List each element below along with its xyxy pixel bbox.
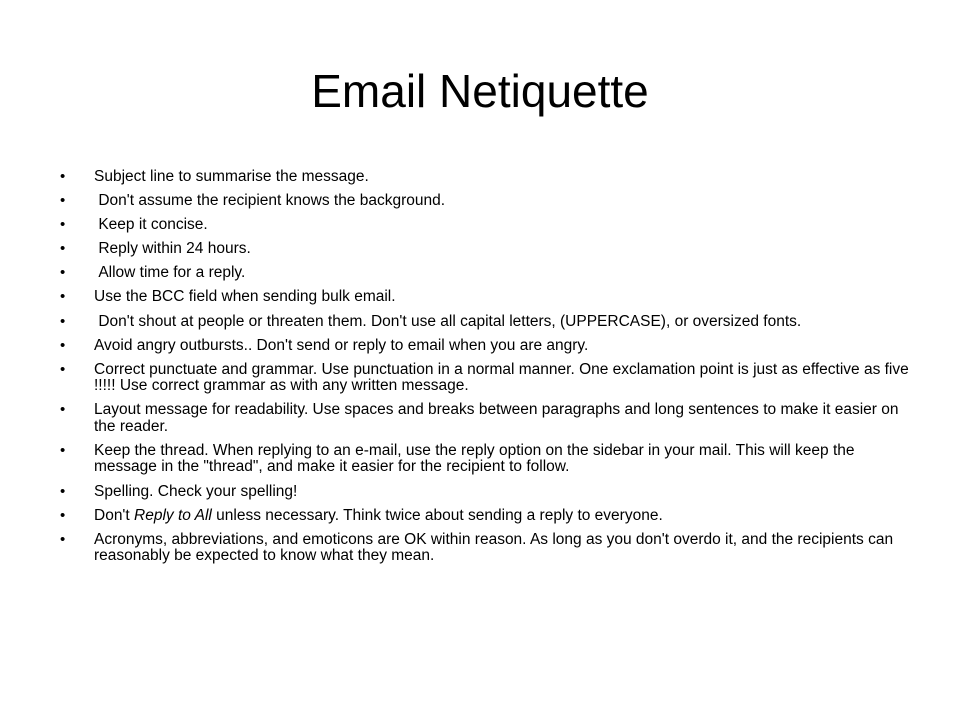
- list-item: [60, 508, 910, 525]
- bullet-text: Layout message for readability. Use spaces and breaks between paragraphs and long sentences to make it easier on the reader.: [94, 401, 903, 435]
- bullet-icon: •: [60, 288, 66, 306]
- bullet-icon: •: [60, 216, 66, 234]
- list-item: [60, 338, 910, 355]
- list-item: [60, 169, 910, 186]
- bullet-list: [60, 168, 914, 572]
- bullet-text: Avoid angry outbursts.. Don't send or reply to email when you are angry.: [94, 336, 589, 354]
- list-item: [60, 360, 914, 395]
- bullet-text: Keep it concise.: [94, 216, 208, 234]
- bullet-text: Reply within 24 hours.: [94, 240, 251, 258]
- bullet-text: Don't shout at people or threaten them. Don't use all capital letters, (UPPERCASE), or oversized fonts.: [94, 312, 802, 330]
- list-item: [60, 484, 910, 501]
- bullet-icon: •: [60, 312, 66, 330]
- bullet-text: Correct punctuate and grammar. Use punctuation in a normal manner. One exclamation point is just as effective as five !!!!! Use correct grammar as with any written message.: [94, 360, 914, 395]
- bullet-icon: •: [60, 441, 66, 459]
- bullet-text: Allow time for a reply.: [94, 264, 246, 282]
- list-item: [60, 217, 910, 234]
- bullet-icon: •: [60, 506, 66, 524]
- bullet-text: Don't assume the recipient knows the background.: [94, 192, 446, 210]
- bullet-text: Spelling. Check your spelling!: [94, 482, 298, 500]
- slide-title: Email Netiquette: [311, 65, 649, 117]
- bullet-text: Subject line to summarise the message.: [94, 168, 369, 185]
- bullet-text-before: Don't: [94, 506, 135, 524]
- bullet-text: Acronyms, abbreviations, and emoticons are OK within reason. As long as you don't overdo it, and the recipients can reasonably be expected to know what they mean.: [94, 530, 898, 565]
- bullet-icon: •: [60, 360, 66, 378]
- bullet-icon: •: [60, 168, 66, 185]
- bullet-icon: •: [60, 401, 66, 419]
- list-item: [60, 241, 910, 258]
- list-item: [60, 289, 910, 306]
- list-item: [60, 314, 910, 331]
- bullet-text-after: unless necessary. Think twice about sending a reply to everyone.: [211, 506, 663, 524]
- list-item: [60, 443, 910, 476]
- list-item: [60, 265, 910, 282]
- bullet-icon: •: [60, 336, 66, 354]
- list-item: [60, 532, 910, 565]
- bullet-icon: •: [60, 264, 66, 282]
- bullet-text-italic: Reply to All: [134, 506, 212, 524]
- list-item: [60, 193, 910, 210]
- bullet-text: Use the BCC field when sending bulk email.: [94, 288, 396, 306]
- bullet-icon: •: [60, 530, 66, 548]
- list-item: [60, 402, 910, 435]
- bullet-icon: •: [60, 240, 66, 258]
- bullet-text: Keep the thread. When replying to an e-mail, use the reply option on the sidebar in your mail. This will keep the message in the "thread", and make it easier for the recipient to follow.: [94, 441, 859, 476]
- bullet-icon: •: [60, 482, 66, 500]
- bullet-icon: •: [60, 192, 66, 210]
